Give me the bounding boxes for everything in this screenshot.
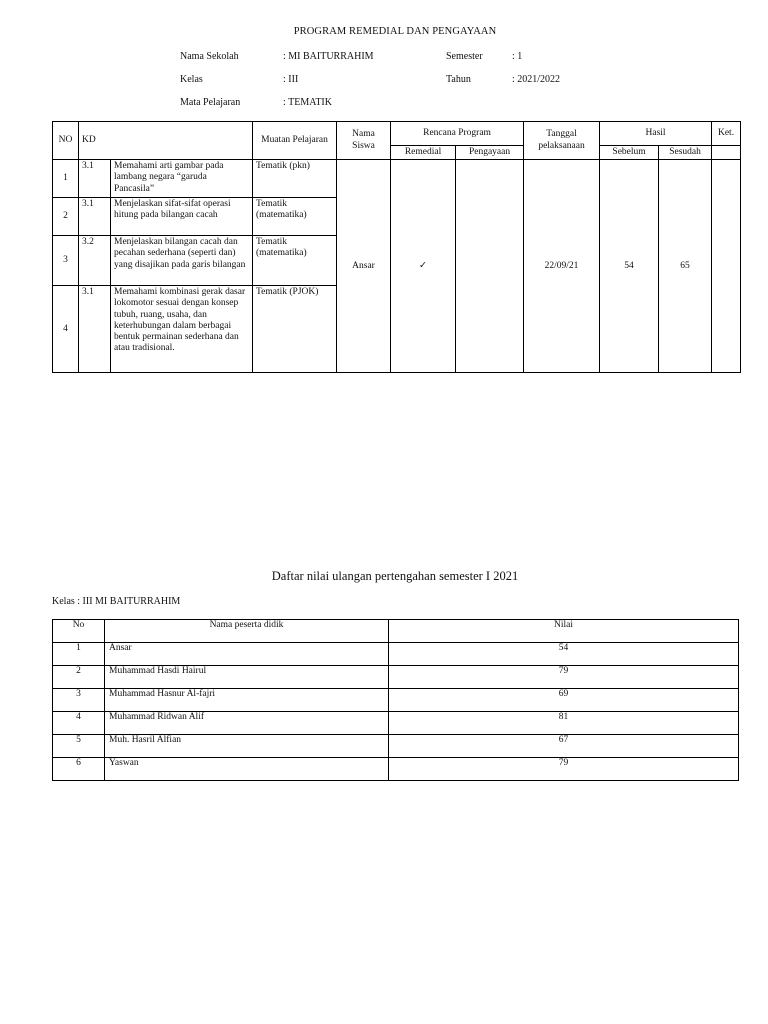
grades-title: Daftar nilai ulangan pertengahan semester I 2021	[271, 569, 519, 583]
row-muatan: Tematik (pkn)	[253, 160, 337, 198]
row-kd-description: Memahami arti gambar pada lambang negara “garuda Pancasila”	[111, 160, 253, 198]
grade-nama: Muhammad Hasnur Al-fajri	[105, 689, 389, 712]
grade-nama: Muhammad Hasdi Hairul	[105, 666, 389, 689]
ket-cell	[712, 160, 741, 373]
header-pengayaan: Pengayaan	[456, 146, 524, 160]
grade-nilai: 79	[389, 758, 739, 781]
grade-no: 5	[53, 735, 105, 758]
table-row	[53, 666, 739, 689]
grade-no: 2	[53, 666, 105, 689]
grade-nama: Yaswan	[105, 758, 389, 781]
row-muatan: Tematik (matematika)	[253, 236, 337, 286]
grade-nilai: 81	[389, 712, 739, 735]
row-kd-description: Memahami kombinasi gerak dasar lokomotor sesuai dengan konsep tubuh, ruang, usaha, dan keterhubungan dalam berbagai bentuk permainan sederhana dan atau tradisional.	[111, 286, 253, 373]
meta-kelas-label: Kelas	[180, 74, 203, 85]
table-row	[53, 689, 739, 712]
grade-no: 6	[53, 758, 105, 781]
remedial-table	[52, 121, 741, 373]
grades-kelas: Kelas : III MI BAITURRAHIM	[52, 596, 181, 607]
header-sesudah: Sesudah	[659, 146, 712, 160]
table-row	[53, 735, 739, 758]
meta-kelas-value: : III	[283, 74, 299, 85]
header-nama-siswa: Nama Siswa	[337, 122, 391, 160]
meta-semester-value: : 1	[512, 51, 523, 62]
header-remedial: Remedial	[391, 146, 456, 160]
meta-mapel-value: : TEMATIK	[283, 97, 332, 108]
grade-nilai: 67	[389, 735, 739, 758]
row-no: 4	[53, 286, 79, 373]
grade-nama: Ansar	[105, 643, 389, 666]
table-row	[53, 758, 739, 781]
row-kd-description: Menjelaskan bilangan cacah dan pecahan sederhana (seperti dan) yang disajikan pada garis bilangan	[111, 236, 253, 286]
header-kd: KD	[79, 122, 253, 160]
header-ket-sub	[712, 146, 741, 160]
row-no: 1	[53, 160, 79, 198]
row-kd: 3.1	[79, 286, 111, 373]
grade-nilai: 54	[389, 643, 739, 666]
table-row	[53, 160, 741, 198]
grades-table	[52, 619, 739, 781]
meta-tahun-value: : 2021/2022	[512, 74, 561, 85]
row-no: 2	[53, 198, 79, 236]
header-no: NO	[53, 122, 79, 160]
table-row	[53, 712, 739, 735]
header-rencana-program: Rencana Program	[391, 122, 524, 146]
grade-nilai: 69	[389, 689, 739, 712]
header-tanggal: Tanggal pelaksanaan	[524, 122, 600, 160]
grades-header-no: No	[53, 620, 105, 643]
remedial-check: ✓	[391, 160, 456, 373]
row-muatan: Tematik (PJOK)	[253, 286, 337, 373]
grade-no: 4	[53, 712, 105, 735]
header-ket: Ket.	[712, 122, 741, 146]
pengayaan-cell	[456, 160, 524, 373]
header-sebelum: Sebelum	[600, 146, 659, 160]
meta-sekolah-label: Nama Sekolah	[180, 51, 239, 62]
grade-no: 3	[53, 689, 105, 712]
grades-header-nilai: Nilai	[389, 620, 739, 643]
grade-no: 1	[53, 643, 105, 666]
header-muatan: Muatan Pelajaran	[253, 122, 337, 160]
grade-nama: Muh. Hasril Alfian	[105, 735, 389, 758]
hasil-sebelum: 54	[600, 160, 659, 373]
grade-nilai: 79	[389, 666, 739, 689]
row-no: 3	[53, 236, 79, 286]
document-title: PROGRAM REMEDIAL DAN PENGAYAAN	[293, 26, 497, 37]
grades-header-nama: Nama peserta didik	[105, 620, 389, 643]
grade-nama: Muhammad Ridwan Alif	[105, 712, 389, 735]
row-kd: 3.1	[79, 198, 111, 236]
table-row	[53, 643, 739, 666]
row-muatan: Tematik (matematika)	[253, 198, 337, 236]
meta-sekolah-value: : MI BAITURRAHIM	[283, 51, 374, 62]
meta-mapel-label: Mata Pelajaran	[180, 97, 241, 108]
header-hasil: Hasil	[600, 122, 712, 146]
meta-semester-label: Semester	[446, 51, 483, 62]
row-kd: 3.2	[79, 236, 111, 286]
meta-tahun-label: Tahun	[446, 74, 471, 85]
student-name: Ansar	[337, 160, 391, 373]
tanggal-pelaksanaan: 22/09/21	[524, 160, 600, 373]
row-kd: 3.1	[79, 160, 111, 198]
hasil-sesudah: 65	[659, 160, 712, 373]
row-kd-description: Menjelaskan sifat-sifat operasi hitung pada bilangan cacah	[111, 198, 253, 236]
